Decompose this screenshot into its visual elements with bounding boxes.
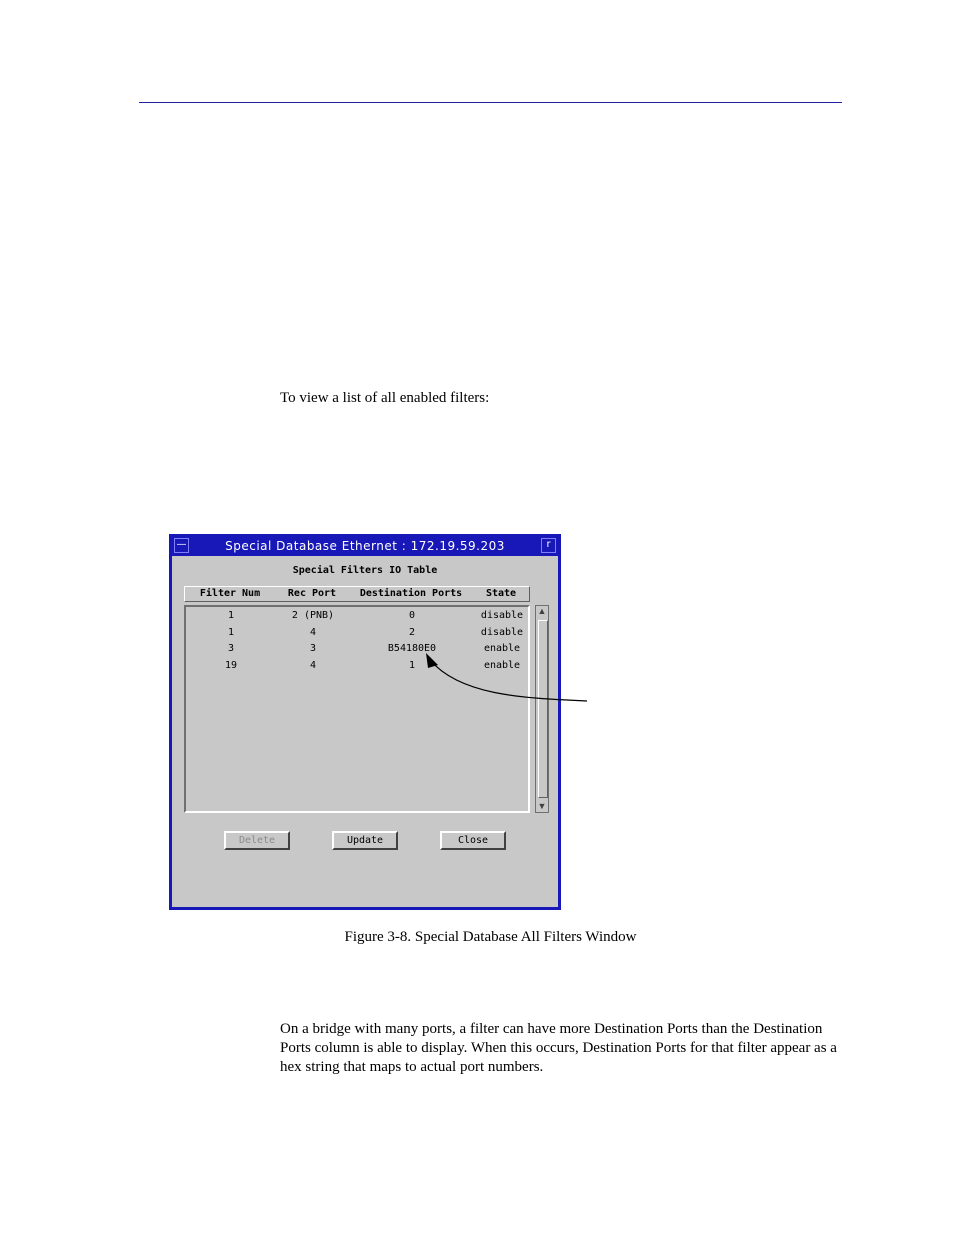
scroll-up-icon[interactable]: ▲ [537,606,547,616]
filter-num-cell: 3 [227,643,235,654]
rec-port-cell: 4 [309,627,317,638]
rec-port-cell: 4 [309,660,317,671]
delete-button[interactable]: Delete [224,831,290,850]
destination-ports-cell: 1 [408,660,416,671]
destination-ports-cell: 0 [408,610,416,621]
filter-num-cell: 19 [224,660,238,671]
intro-text: To view a list of all enabled filters: [280,390,490,406]
window-title: Special Database Ethernet : 172.19.59.203 [225,539,505,553]
body-paragraph: On a bridge with many ports, a filter can have more Destination Ports than the Destination Ports column is able to display. When this occurs, Destination Ports for that filter appear as a hex string that maps to actual port numbers. [280,1021,837,1075]
filter-num-cell: 1 [227,627,235,638]
destination-ports-cell: B54180E0 [387,643,437,654]
destination-ports-cell: 2 [408,627,416,638]
state-cell: enable [483,643,521,654]
filter-num-cell: 1 [227,610,235,621]
rec-port-cell: 3 [309,643,317,654]
close-button[interactable]: Close [440,831,506,850]
column-header-filter-num: Filter Num [199,588,261,599]
column-header-state: State [485,588,517,599]
column-header-destination-ports: Destination Ports [359,588,463,599]
table-title: Special Filters IO Table [292,565,438,576]
state-cell: disable [480,610,524,621]
state-cell: disable [480,627,524,638]
figure-caption: Figure 3-8. Special Database All Filters Window [344,929,637,945]
column-header-rec-port: Rec Port [287,588,337,599]
update-button[interactable]: Update [332,831,398,850]
window-menu-icon[interactable]: — [174,538,189,553]
rec-port-cell: 2 (PNB) [291,610,335,621]
state-cell: enable [483,660,521,671]
scroll-down-icon[interactable]: ▼ [537,801,547,811]
resize-icon[interactable]: r [541,538,556,553]
